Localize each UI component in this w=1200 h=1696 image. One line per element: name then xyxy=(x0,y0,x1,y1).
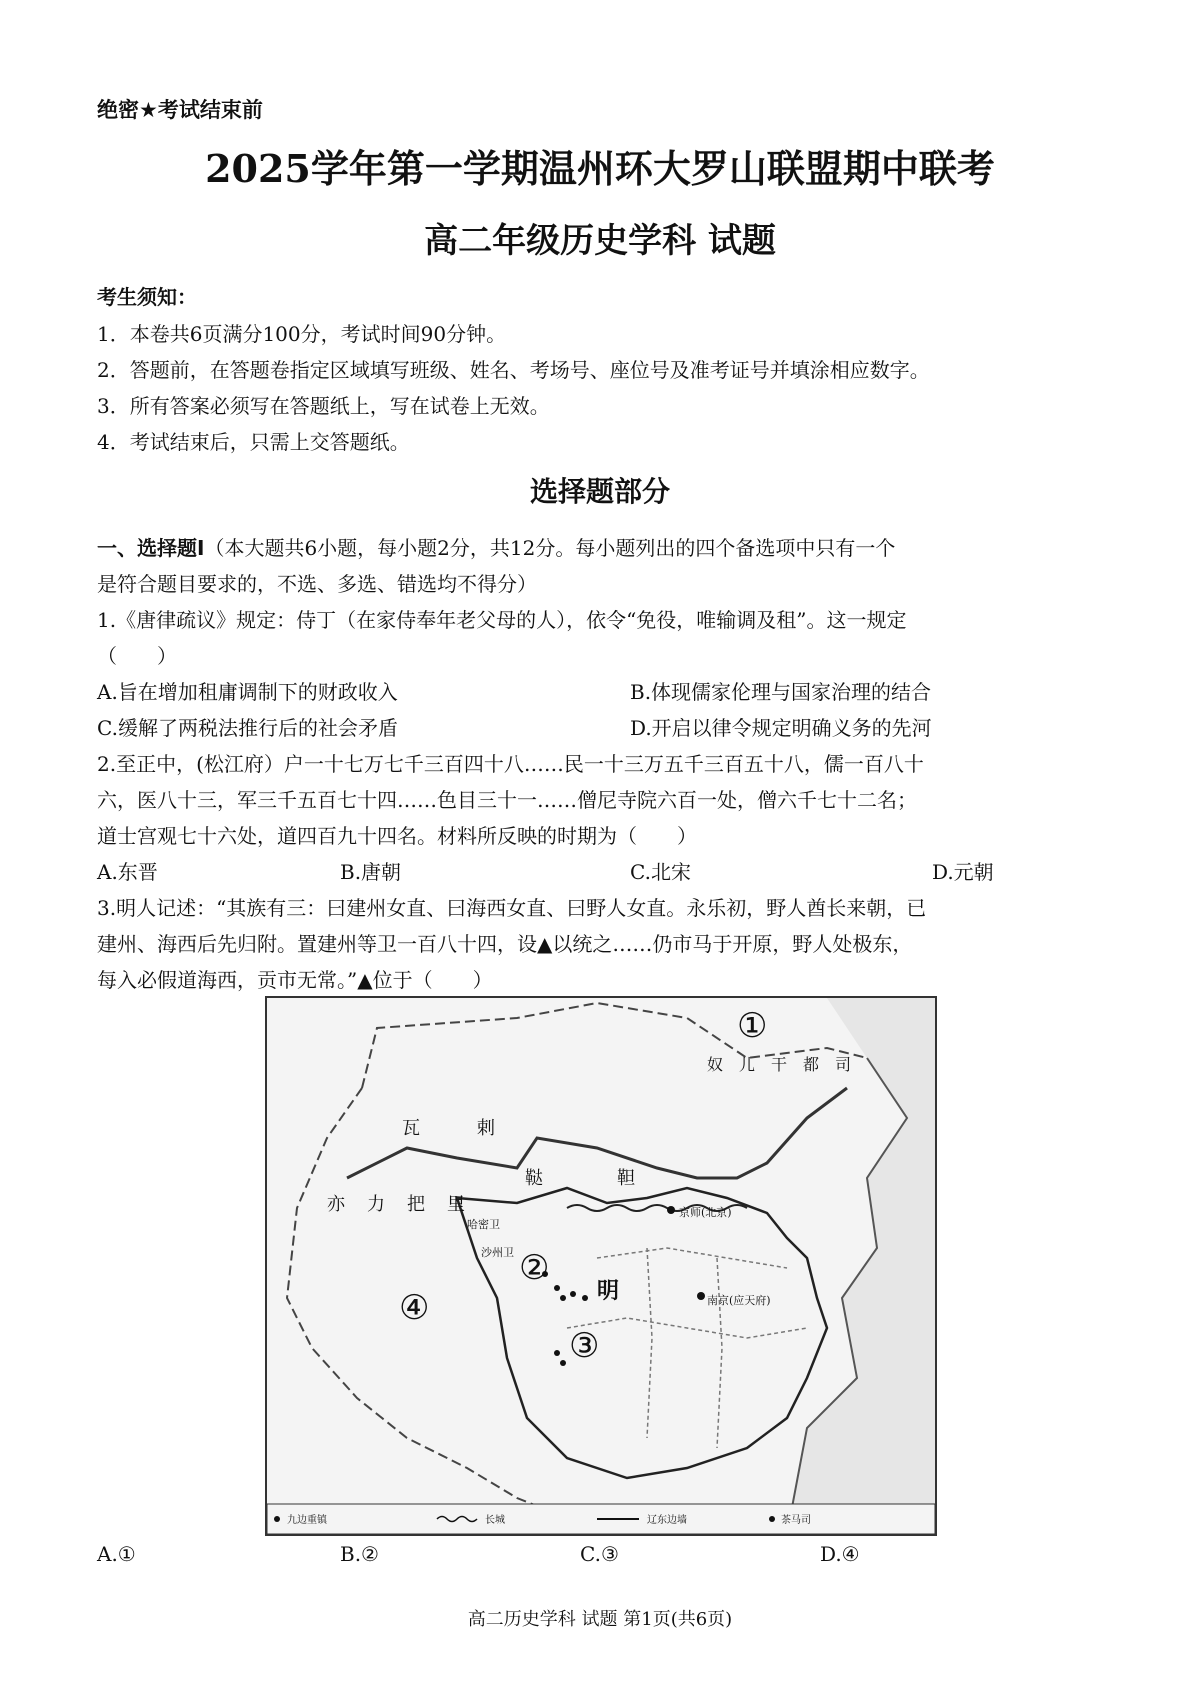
map-region-label: 司 xyxy=(835,1055,852,1074)
q2-stem: 2.至正中，(松江府）户一十七万七千三百四十八……民一十三万五千三百五十八，儒一百八十 xyxy=(97,752,924,776)
q2-option-d: D.元朝 xyxy=(932,860,994,884)
map-region-label: 瓦 xyxy=(402,1118,420,1139)
map-region-label: 剌 xyxy=(477,1118,495,1139)
section-title: 选择题部分 xyxy=(529,475,670,508)
legend-label: 辽东边墙 xyxy=(647,1515,687,1526)
notice-item: 4．考试结束后，只需上交答题纸。 xyxy=(97,430,410,454)
exam-subtitle: 高二年级历史学科 试题 xyxy=(424,221,776,261)
q2-stem-2: 六，医八十三，军三千五百七十四……色目三十一……僧尼寺院六百一处，僧六千七十二名； xyxy=(97,788,917,812)
part1-heading xyxy=(97,532,895,561)
notice-item: 3．所有答案必须写在答题纸上，写在试卷上无效。 xyxy=(97,394,550,418)
page-footer: 高二历史学科 试题 第1页(共6页) xyxy=(467,1609,733,1630)
q3-stem: 3.明人记述：“其族有三：曰建州女直、曰海西女直、曰野人女直。永乐初，野人酋长来朝，已 xyxy=(97,896,927,920)
map-marker-2: ② xyxy=(519,1248,550,1288)
legend-label: 九边重镇 xyxy=(287,1515,327,1526)
notice-item: 1．本卷共6页满分100分，考试时间90分钟。 xyxy=(97,322,507,346)
q1-option-d: D.开启以律令规定明确义务的先河 xyxy=(630,716,932,740)
q3-option-b: B.② xyxy=(340,1542,379,1566)
q3-option-c: C.③ xyxy=(580,1542,619,1566)
part1-desc-2: 是符合题目要求的，不选、多选、错选均不得分） xyxy=(97,572,537,596)
q3-option-d: D.④ xyxy=(820,1542,860,1566)
q2-option-a: A.东晋 xyxy=(97,860,158,884)
confidential-label: 绝密★考试结束前 xyxy=(97,98,263,122)
map-region-label: 力 xyxy=(367,1194,385,1215)
map-region-label: 明 xyxy=(597,1278,620,1304)
map-place-label: 南京(应天府) xyxy=(707,1294,771,1307)
q1-stem: 1.《唐律疏议》规定：侍丁（在家侍奉年老父母的人），依令“免役，唯输调及租”。这一规定 xyxy=(97,608,907,632)
part1-desc: （本大题共6小题，每小题2分，共12分。每小题列出的四个备选项中只有一个 xyxy=(204,536,896,560)
map-place-label: 京师(北京) xyxy=(679,1206,732,1219)
q2-stem-3: 道士宫观七十六处，道四百九十四名。材料所反映的时期为（ ） xyxy=(97,824,697,848)
q3-stem-3: 每入必假道海西，贡市无常。”▲位于（ ） xyxy=(97,968,493,992)
legend-label: 长城 xyxy=(485,1515,505,1526)
map-place-label: 沙州卫 xyxy=(481,1246,514,1259)
legend-label: 茶马司 xyxy=(781,1515,811,1526)
map-region-label: 都 xyxy=(803,1055,820,1074)
ming-map xyxy=(265,996,937,1536)
exam-title: 2025学年第一学期温州环大罗山联盟期中联考 xyxy=(205,146,995,191)
notice-heading: 考生须知： xyxy=(97,285,197,309)
notice-item: 2．答题前，在答题卷指定区域填写班级、姓名、考场号、座位号及准考证号并填涂相应数字。 xyxy=(97,358,930,382)
map-region-label: 里 xyxy=(447,1194,465,1215)
map-region-label: 把 xyxy=(407,1194,425,1215)
map-region-label: 奴 xyxy=(707,1055,724,1074)
map-place-label: 哈密卫 xyxy=(467,1218,500,1231)
map-region-label: 儿 xyxy=(739,1055,756,1074)
map-region-label: 亦 xyxy=(327,1194,345,1215)
map-marker-4: ④ xyxy=(399,1288,430,1328)
q1-option-a: A.旨在增加租庸调制下的财政收入 xyxy=(97,680,398,704)
q2-option-b: B.唐朝 xyxy=(340,860,402,884)
q3-stem-2: 建州、海西后先归附。置建州等卫一百八十四，设▲以统之……仍市马于开原，野人处极东， xyxy=(97,932,913,956)
q1-stem-2: （ ） xyxy=(97,644,177,668)
map-drawing xyxy=(267,998,935,1534)
q2-option-c: C.北宋 xyxy=(630,860,691,884)
part1-label: 一、选择题Ⅰ xyxy=(97,536,205,560)
q3-option-a: A.① xyxy=(97,1542,136,1566)
map-marker-1: ① xyxy=(737,1006,768,1046)
q1-option-c: C.缓解了两税法推行后的社会矛盾 xyxy=(97,716,398,740)
map-marker-3: ③ xyxy=(569,1326,600,1366)
map-region-label: 靼 xyxy=(617,1168,635,1189)
map-region-label: 鞑 xyxy=(525,1168,543,1189)
map-region-label: 干 xyxy=(771,1055,788,1074)
q1-option-b: B.体现儒家伦理与国家治理的结合 xyxy=(630,680,932,704)
